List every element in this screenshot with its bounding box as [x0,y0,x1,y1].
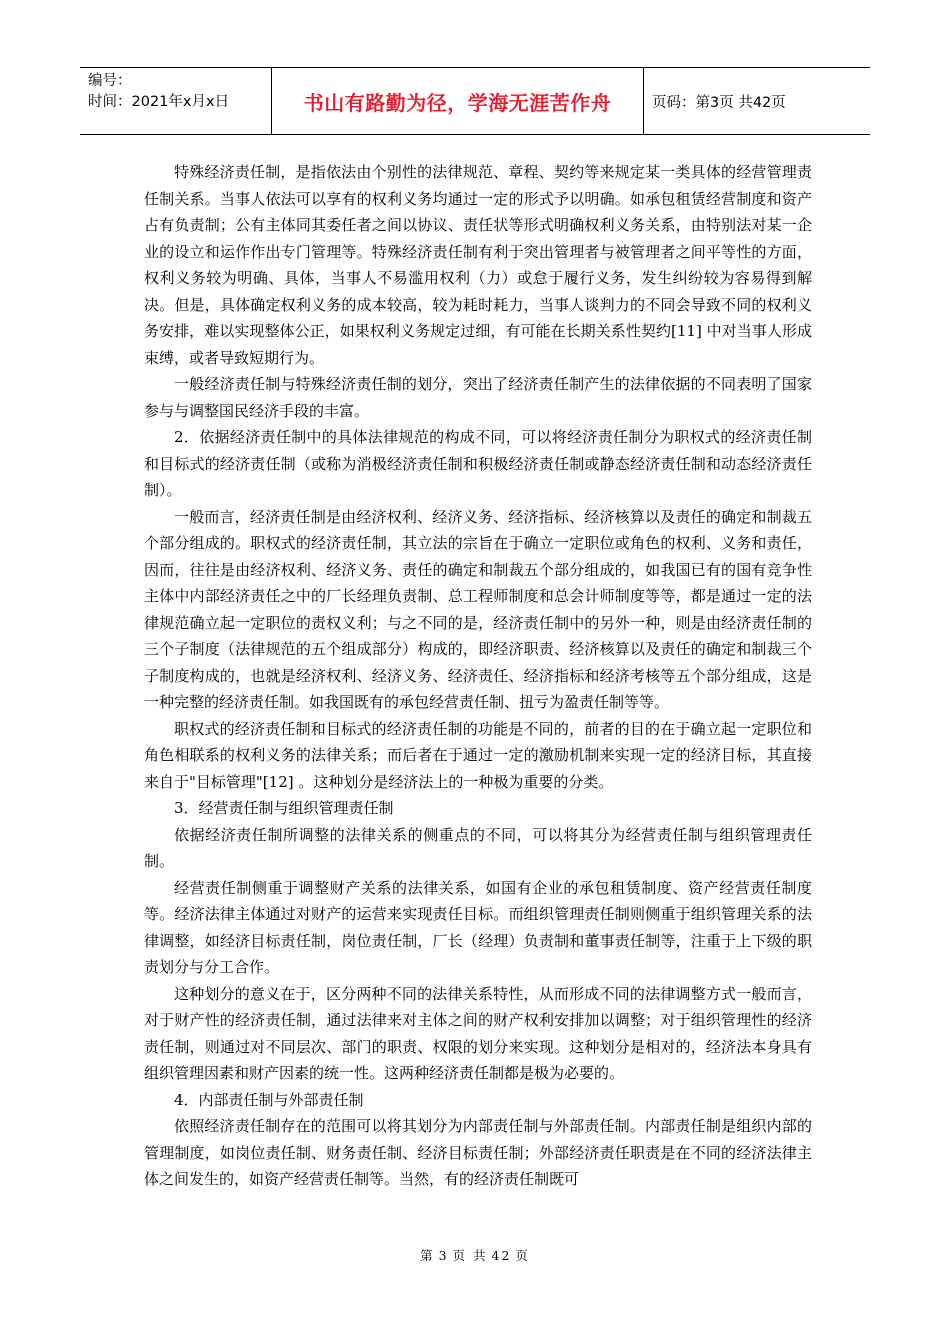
paragraph: 依据经济责任制所调整的法律关系的侧重点的不同，可以将其分为经营责任制与组织管理责任制。 [144,825,812,870]
paragraph: 依照经济责任制存在的范围可以将其划分为内部责任制与外部责任制。内部责任制是组织内部的管理制度，如岗位责任制、财务责任制、经济目标责任制；外部经济责任职责是在不同的经济法律主体之间发生的，如资产经营责任制等。当然，有的经济责任制既可 [144,1117,812,1188]
page-header [80,67,870,135]
paragraph: 特殊经济责任制，是指依法由个别性的法律规范、章程、契约等来规定某一类具体的经营管理责任制关系。当事人依法可以享有的权利义务均通过一定的形式予以明确。如承包租赁经营制度和资产占有负责制；公有主体同其委任者之间以协议、责任状等形式明确权利义务关系，由特别法对某一企业的设立和运作作出专门管理等。特殊经济责任制有利于突出管理者与被管理者之间平等性的方面，权利义务较为明确、具体，当事人不易滥用权利（力）或怠于履行义务，发生纠纷较为容易得到解决。但是，具体确定权利义务的成本较高，较为耗时耗力，当事人谈判力的不同会导致不同的权利义务安排，难以实现整体公正，如果权利义务规定过细，有可能在长期关系性契约[11] 中对当事人形成束缚，或者导致短期行为。 [144,163,812,367]
paragraph: 经营责任制侧重于调整财产关系的法律关系，如国有企业的承包租赁制度、资产经营责任制度等。经济法律主体通过对财产的运营来实现责任目标。而组织管理责任制则侧重于组织管理关系的法律调整，如经济目标责任制，岗位责任制，厂长（经理）负责制和董事责任制等，注重于上下级的职责划分与分工合作。 [144,878,812,976]
footer-suffix: 页 [515,1248,530,1263]
header-page-label: 页码：第3页 共42页 [652,94,786,111]
document-code-label: 编号： [88,73,132,89]
header-motto: 书山有路勤为径，学海无涯苦作舟 [272,68,644,134]
section-heading: 3．经营责任制与组织管理责任制 [174,799,394,817]
header-meta-cell [80,68,272,134]
paragraph: 一般经济责任制与特殊经济责任制的划分，突出了经济责任制产生的法律依据的不同表明了国家参与与调整国民经济手段的丰富。 [144,375,812,420]
section-heading: 4．内部责任制与外部责任制 [174,1090,364,1109]
paragraph: 这种划分的意义在于，区分两种不同的法律关系特性，从而形成不同的法律调整方式一般而言，对于财产性的经济责任制，通过法律来对主体之间的财产权利安排加以调整；对于组织管理性的经济责任制，则通过对不同层次、部门的职责、权限的划分来实现。这种划分是相对的，经济法本身具有组织管理因素和财产因素的统一性。这两种经济责任制都是极为必要的。 [144,984,812,1082]
paragraph: 2．依据经济责任制中的具体法律规范的构成不同，可以将经济责任制分为职权式的经济责任制和目标式的经济责任制（或称为消极经济责任制和积极经济责任制或静态经济责任制和动态经济责任制）。 [144,428,812,499]
footer-total-pages: 42 [491,1248,512,1263]
document-date-label: 时间：2021年x月x日 [88,94,230,110]
footer-current-page: 3 [438,1248,449,1263]
document-body [144,159,812,1193]
page-footer [0,1246,950,1264]
paragraph: 一般而言，经济责任制是由经济权利、经济义务、经济指标、经济核算以及责任的确定和制裁五个部分组成的。职权式的经济责任制，其立法的宗旨在于确立一定职位或角色的权利、义务和责任，因而，往往是由经济权利、经济义务、责任的确定和制裁五个部分组成的，如我国已有的国有竞争性主体中内部经济责任之中的厂长经理负责制、总工程师制度和总会计师制度等等，都是通过一定的法律规范确立起一定职位的责权义利；与之不同的是，经济责任制中的另外一种，则是由经济责任制的三个子制度（法律规范的五个组成部分）构成的，即经济职责、经济核算以及责任的确定和制裁三个子制度构成的，也就是经济权利、经济义务、经济责任、经济指标和经济考核等五个部分组成，这是一种完整的经济责任制。如我国既有的承包经营责任制、扭亏为盈责任制等等。 [144,507,812,711]
footer-prefix: 第 [420,1248,435,1263]
footer-middle: 页 共 [452,1248,488,1263]
paragraph: 职权式的经济责任制和目标式的经济责任制的功能是不同的，前者的目的在于确立起一定职位和角色相联系的权利义务的法律关系；而后者在于通过一定的激励机制来实现一定的经济目标，其直接来自于"目标管理"[12] 。这种划分是经济法上的一种极为重要的分类。 [144,719,812,791]
